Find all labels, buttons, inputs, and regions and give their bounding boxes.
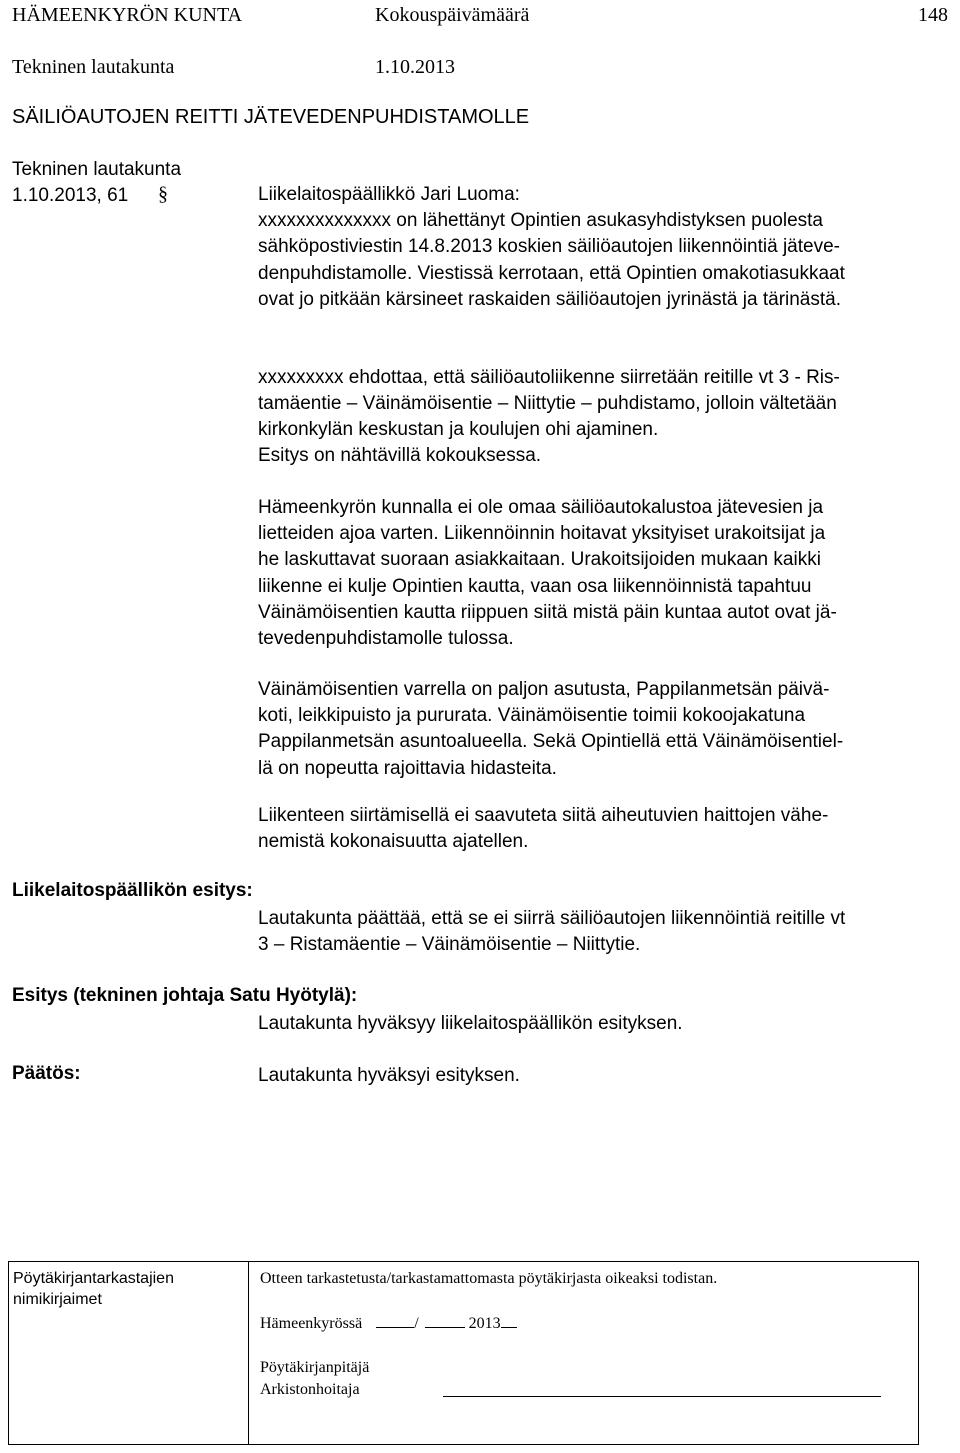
keeper-label: Pöytäkirjanpitäjä	[260, 1359, 370, 1376]
paragraph-line: kirkonkylän keskustan ja koulujen ohi ajaminen.	[258, 419, 659, 441]
paragraph-line: Väinämöisentien varrella on paljon asutusta, Pappilanmetsän päivä-	[258, 679, 830, 700]
header-page-number: 148	[918, 4, 948, 26]
paragraph-line: xxxxxxxxxxxxxx on lähettänyt Opintien asukasyhdistyksen puolesta	[258, 210, 823, 232]
paragraph-line: xxxxxxxxx ehdottaa, että säiliöautoliikenne siirretään reitille vt 3 - Ris-	[258, 367, 840, 388]
section-mark: §	[158, 183, 168, 205]
paragraph-line: lietteiden ajoa varten. Liikennöinnin hoitavat yksityiset urakoitsijat ja	[258, 523, 826, 545]
paragraph-line: denpuhdistamolle. Viestissä kerrotaan, että Opintien omakotiasukkaat	[258, 262, 845, 284]
proposal-label: Liikelaitospäällikön esitys:	[12, 880, 253, 901]
paragraph-line: Lautakunta päättää, että se ei siirrä säiliöautojen liikennöintiä reitille vt	[258, 908, 846, 929]
day-blank	[376, 1313, 414, 1328]
date-slash: /	[414, 1315, 419, 1332]
paragraph-line: lä on nopeutta rajoittavia hidasteita.	[258, 757, 557, 779]
paragraph-line: ovat jo pitkään kärsineet raskaiden säiliöautojen jyrinästä ja tärinästä.	[258, 288, 841, 310]
signature-box-divider	[248, 1262, 249, 1444]
year-text: 2013	[468, 1315, 501, 1332]
proposal-text	[258, 906, 845, 958]
certify-text: Otteen tarkastetusta/tarkastamattomasta pöytäkirjasta oikeaksi todistan.	[260, 1270, 718, 1287]
header-date: 1.10.2013	[375, 56, 455, 78]
place-text: Hämeenkyrössä	[260, 1315, 363, 1332]
paragraph-line: Liikelaitospäällikkö Jari Luoma:	[258, 184, 520, 205]
header-doc-type: Kokouspäivämäärä	[375, 4, 530, 26]
meeting-ref: 1.10.2013, 61	[12, 185, 129, 206]
paragraph-line: Esitys on nähtävillä kokouksessa.	[258, 445, 542, 466]
place-date-line	[260, 1313, 517, 1333]
paragraph-3	[258, 443, 541, 469]
archivist-signature-line	[443, 1396, 881, 1397]
header-committee: Tekninen lautakunta	[12, 56, 175, 78]
director-proposal-text: Lautakunta hyväksyy liikelaitospäällikön esityksen.	[258, 1013, 683, 1034]
signature-box	[8, 1261, 919, 1445]
paragraph-line: he laskuttavat suoraan asiakkaitaan. Urakoitsijoiden mukaan kaikki	[258, 549, 821, 571]
initials-label-line2: nimikirjaimet	[13, 1291, 102, 1308]
decision-text: Lautakunta hyväksyi esityksen.	[258, 1065, 520, 1086]
director-proposal-label: Esitys (tekninen johtaja Satu Hyötylä):	[12, 985, 358, 1006]
paragraph-line: Hämeenkyrön kunnalla ei ole omaa säiliöautokalustoa jätevesien ja	[258, 497, 824, 518]
year-blank	[501, 1313, 517, 1328]
meeting-body: Tekninen lautakunta	[12, 159, 182, 180]
paragraph-line: 3 – Ristamäentie – Väinämöisentie – Niittytie.	[258, 934, 641, 956]
paragraph-1	[258, 182, 845, 313]
paragraph-line: tevedenpuhdistamolle tulossa.	[258, 628, 514, 650]
paragraph-2	[258, 365, 840, 444]
decision-label: Päätös:	[12, 1063, 81, 1084]
paragraph-line: liikenne ei kulje Opintien kautta, vaan osa liikennöinnistä tapahtuu	[258, 575, 812, 597]
archivist-label: Arkistonhoitaja	[260, 1381, 360, 1398]
paragraph-4	[258, 495, 837, 652]
month-blank	[425, 1313, 465, 1328]
header-municipality: HÄMEENKYRÖN KUNTA	[12, 4, 243, 26]
paragraph-6	[258, 803, 828, 855]
paragraph-line: sähköpostiviestin 14.8.2013 koskien säiliöautojen liikennöintiä jäteve-	[258, 236, 840, 258]
page-title: SÄILIÖAUTOJEN REITTI JÄTEVEDENPUHDISTAMOLLE	[12, 106, 530, 128]
paragraph-line: nemistä kokonaisuutta ajatellen.	[258, 831, 529, 853]
paragraph-line: Liikenteen siirtämisellä ei saavuteta siitä aiheutuvien haittojen vähe-	[258, 805, 829, 826]
paragraph-line: Väinämöisentien kautta riippuen siitä mistä päin kuntaa autot ovat jä-	[258, 601, 837, 623]
paragraph-line: Pappilanmetsän asuntoalueella. Sekä Opintiellä että Väinämöisentiel-	[258, 731, 844, 753]
paragraph-line: tamäentie – Väinämöisentie – Niittytie – puhdistamo, jolloin vältetään	[258, 393, 837, 415]
initials-label	[13, 1268, 174, 1310]
paragraph-line: koti, leikkipuisto ja pururata. Väinämöisentie toimii kokoojakatuna	[258, 705, 806, 727]
initials-label-line1: Pöytäkirjantarkastajien	[13, 1270, 174, 1287]
paragraph-5	[258, 677, 843, 782]
